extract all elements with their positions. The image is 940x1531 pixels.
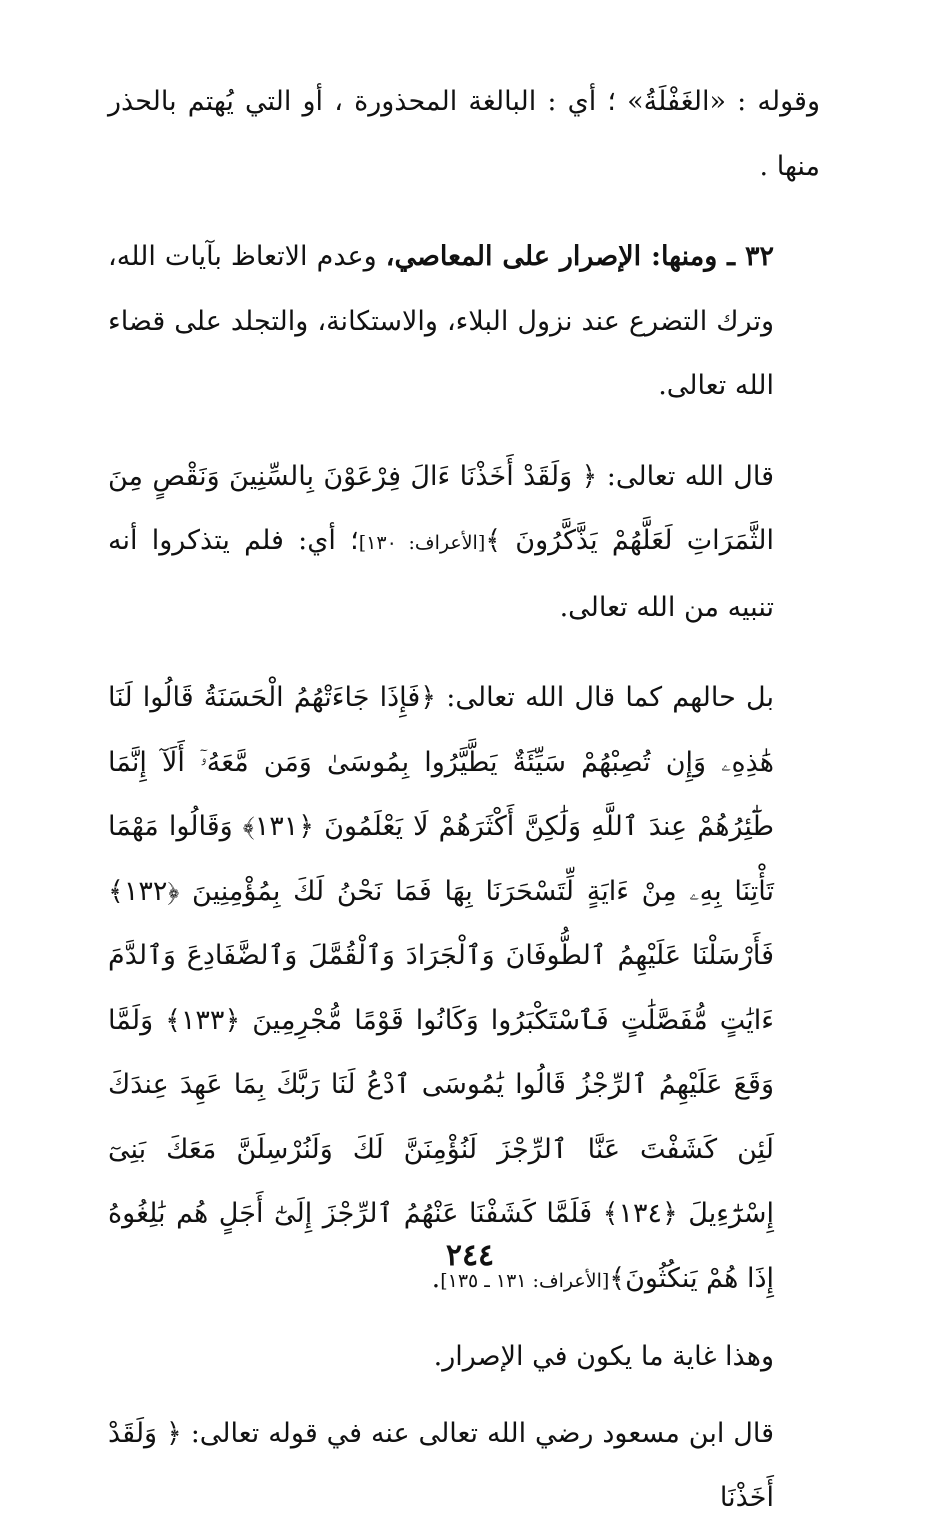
paragraph-intro: قال ابن مسعود رضي الله تعالى عنه في قوله تعالى: [181, 1417, 774, 1449]
paragraph-gafla-explanation [108, 70, 820, 199]
paragraph-text: وقوله : «الغَفْلَةُ» ؛ أي : البالغة المحذورة ، أو التي يُهتم بالحذر منها . [108, 86, 820, 182]
paragraph-text: وهذا غاية ما يكون في الإصرار. [433, 1341, 774, 1372]
paragraph-verses-131-135 [108, 666, 820, 1313]
paragraph-text: ؛ أي: فلم يتذكروا أنه تنبيه من الله تعالى. [108, 525, 774, 623]
paragraph-ibn-masud [108, 1402, 820, 1531]
verse-reference: [الأعراف: ١٣٠] [358, 532, 486, 554]
paragraph-intro: بل حالهم كما قال الله تعالى: [436, 682, 774, 713]
quran-verse: ﴿ وَلَقَدْ أَخَذْنَا ءَالَ فِرْعَوْنَ بِالسِّنِينَ وَنَقْصٍ مِنَ الثَّمَرَاتِ لَعَلَّهُمْ يَذَّكَّرُونَ ﴾ [108, 460, 775, 556]
paragraph-verse-130 [108, 445, 820, 641]
quran-verse: ﴿ وَلَقَدْ أَخَذْنَا [108, 1417, 774, 1513]
page-number: ٢٤٤ [445, 1238, 495, 1273]
paragraph-text: . [431, 1262, 441, 1294]
paragraph-persistence-in-sins [108, 225, 820, 419]
paragraph-intro: قال الله تعالى: [597, 460, 775, 492]
section-heading: ٣٢ ـ ومنها: الإصرار على المعاصي، [385, 241, 774, 272]
verse-reference: [الأعراف: ١٣١ ـ ١٣٥] [440, 1269, 610, 1292]
page-body [108, 70, 820, 1531]
quran-verse: ﴿فَإِذَا جَاءَتْهُمُ الْحَسَنَةُ قَالُوا لَنَا هَٰذِهِۦ وَإِن تُصِبْهُمْ سَيِّئَةٌ يَطَّيَّرُوا بِمُوسَىٰ وَمَن مَّعَهُۥٓ أَلَآ إِنَّمَا طَٰٓئِرُهُمْ عِندَ ٱللَّهِ وَلَٰكِنَّ أَكْثَرَهُمْ لَا يَعْلَمُونَ ﴿١٣١﴾ وَقَالُوا مَهْمَا تَأْتِنَا بِهِۦ مِنْ ءَايَةٍ لِّتَسْحَرَنَا بِهَا فَمَا نَحْنُ لَكَ بِمُؤْمِنِينَ ﴿١٣٢﴾ فَأَرْسَلْنَا عَلَيْهِمُ ٱلطُّوفَانَ وَٱلْجَرَادَ وَٱلْقُمَّلَ وَٱلضَّفَادِعَ وَٱلدَّمَ ءَايَٰتٍ مُّفَصَّلَٰتٍ فَٱسْتَكْبَرُوا وَكَانُوا قَوْمًا مُّجْرِمِينَ ﴿١٣٣﴾ وَلَمَّا وَقَعَ عَلَيْهِمُ ٱلرِّجْزُ قَالُوا يَٰمُوسَى ٱدْعُ لَنَا رَبَّكَ بِمَا عَهِدَ عِندَكَ لَئِن كَشَفْتَ عَنَّا ٱلرِّجْزَ لَنُؤْمِنَنَّ لَكَ وَلَنُرْسِلَنَّ مَعَكَ بَنِىٓ إِسْرَٰٓءِيلَ ﴿١٣٤﴾ فَلَمَّا كَشَفْنَا عَنْهُمُ ٱلرِّجْزَ إِلَىٰٓ أَجَلٍ هُم بَٰلِغُوهُ إِذَا هُمْ يَنكُثُونَ﴾ [108, 682, 774, 1294]
paragraph-text: وعدم الاتعاظ بآيات الله، وترك التضرع عند نزول البلاء، والاستكانة، والتجلد على قضاء الله تعالى. [108, 241, 774, 401]
paragraph-extent-of-persistence [108, 1325, 820, 1390]
